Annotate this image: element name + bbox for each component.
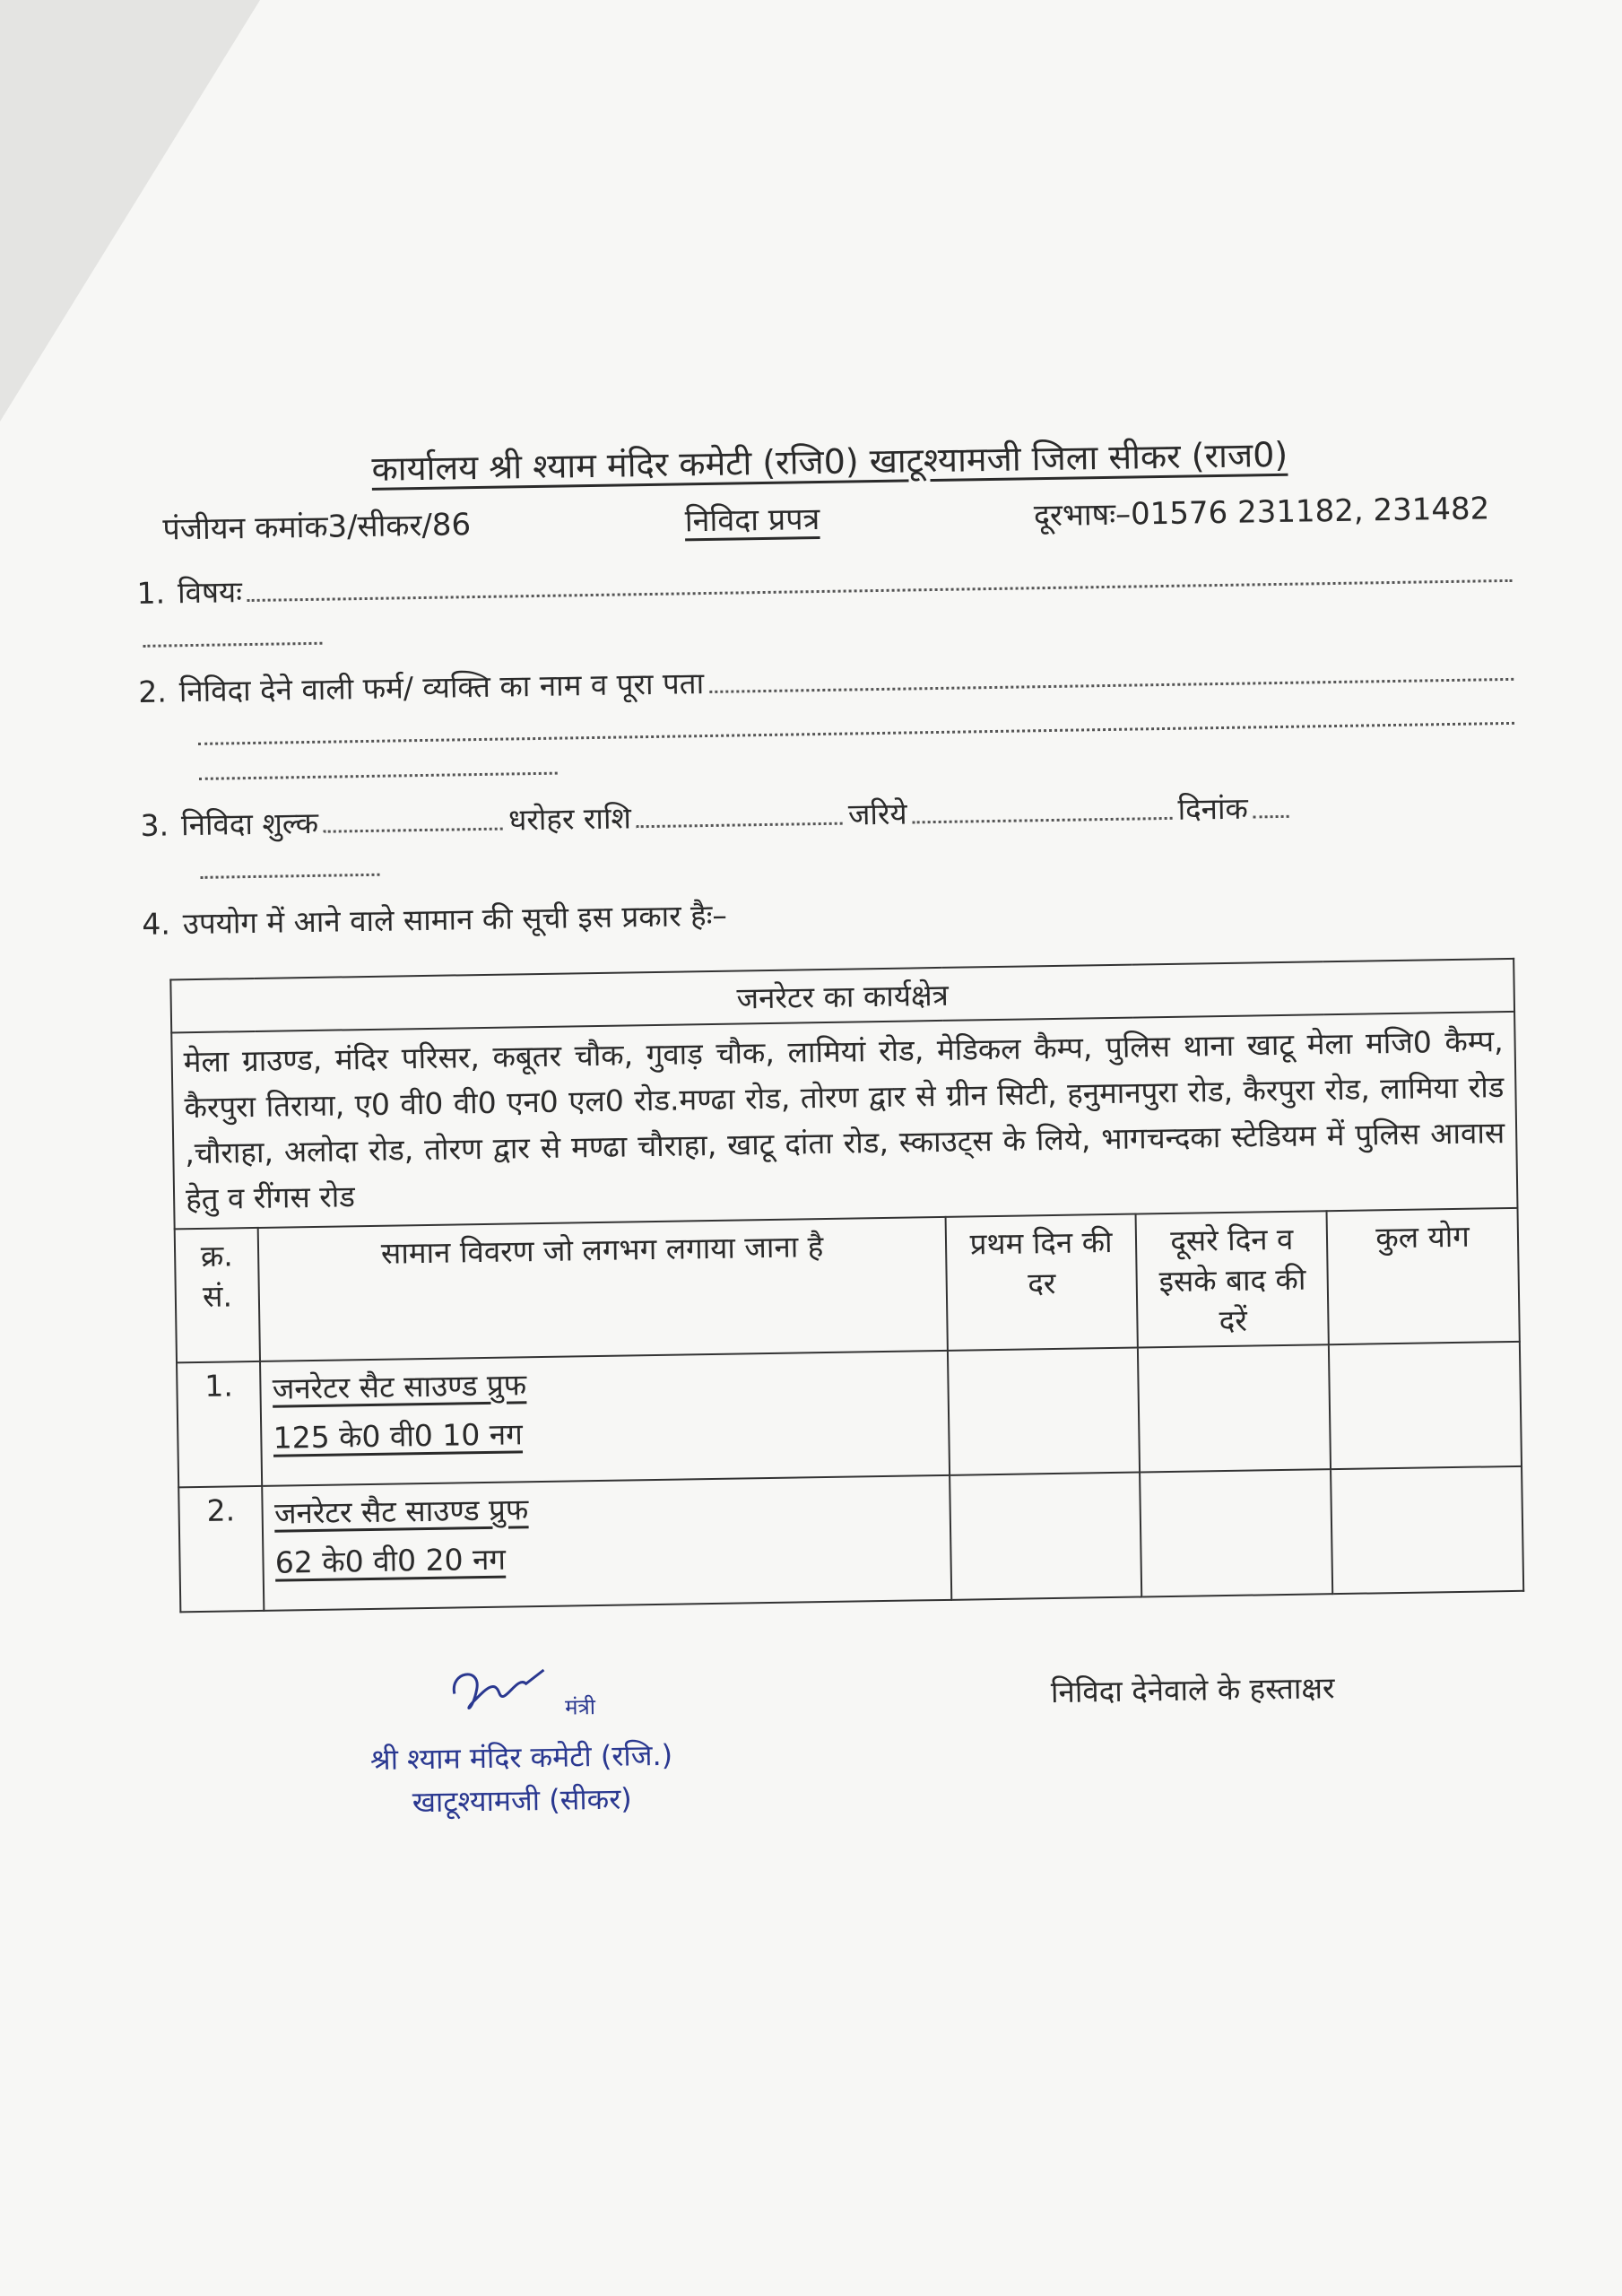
scan-shadow [0,0,260,422]
field-fees-continued [141,847,1522,880]
area-description: मेला ग्राउण्ड, मंदिर परिसर, कबूतर चौक, गुवाड़ चौक, लामियां रोड, मेडिकल कैम्प, पुलिस थाना खाटू मेला मजि0 कैम्प, कैरपुरा तिराया, ए0 वी0 वी0 एन0 एल0 रोड.मण्ढा रोड, तोरण द्वार से ग्रीन सिटी, हनुमानपुरा रोड, कैरपुरा रोड, लामिया रोड ,चौराहा, अलोदा रोड, तोरण द्वार से मण्ढा चौराहा, खाटू दांता रोड, स्काउट्स के लिये, भागचन्दका स्टेडियम में पुलिस आवास हेतु व रींगस रोड [171,1012,1517,1229]
item-name: जनरेटर सैट साउण्ड प्रुफ [272,1366,527,1406]
document-type: निविदा प्रपत्र [684,501,820,540]
fill-line[interactable] [143,633,322,648]
secretary-signature [369,1658,672,1732]
fill-line[interactable] [200,865,379,879]
via-label: जरिये [847,796,907,832]
total-cell[interactable] [1329,1341,1522,1468]
table-row [177,1341,1522,1487]
fill-line[interactable] [709,669,1514,693]
field-bidder-address [139,713,1520,746]
field-bidder-address-continued [140,748,1521,781]
column-header-serial: क्र. सं. [175,1228,261,1362]
area-heading: जनरेटर का कार्यक्षेत्र [170,959,1514,1033]
field-fees [140,783,1522,845]
office-title: कार्यालय श्री श्याम मंदिर कमेटी (रजि0) खाटूश्यामजी जिला सीकर (राज0) [371,434,1288,489]
table-row [178,1465,1523,1612]
row-description [260,1350,949,1485]
fill-line[interactable] [198,713,1514,745]
field-number: 2. [137,674,168,709]
stamp-role: मंत्री [564,1693,596,1720]
field-label: उपयोग में आने वाले सामान की सूची इस प्रकार हैः– [182,897,728,942]
first-day-rate-cell[interactable] [950,1472,1142,1599]
subheader [135,486,1517,549]
field-subject [136,551,1518,613]
tender-form [134,427,1539,1936]
via-fill-line[interactable] [913,808,1173,824]
fee-label: निविदा शुल्क [180,804,319,843]
column-header-total: कुल योग [1327,1207,1520,1344]
bidder-signature[interactable]: निविदा देनेवाले के हस्ताक्षर [1050,1669,1335,1709]
field-label: निविदा देने वाली फर्म/ व्यक्ति का नाम व पूरा पता [178,665,705,709]
generator-table [169,958,1524,1613]
row-serial: 1. [177,1361,263,1486]
table-header-row [175,1207,1520,1362]
fill-line[interactable] [199,763,558,780]
field-number: 4. [142,906,171,942]
field-number: 1. [136,575,166,611]
item-spec: 62 के0 वी0 20 नग [274,1541,507,1580]
field-item-list [142,882,1523,944]
field-subject-continued [137,614,1518,648]
item-spec: 125 के0 वी0 10 नग [273,1415,524,1456]
fee-fill-line[interactable] [324,819,503,833]
row-serial: 2. [178,1485,265,1611]
committee-stamp [369,1658,673,1823]
subsequent-rate-cell[interactable] [1141,1469,1333,1596]
signature-scribble-icon [446,1660,554,1716]
registration-number: पंजीयन कमांक3/सीकर/86 [162,507,472,548]
field-bidder-name [138,649,1520,711]
field-label: विषयः [177,574,243,611]
item-name: जनरेटर सैट साउण्ड प्रुफ [273,1491,529,1531]
row-description [263,1474,951,1610]
deposit-label: धरोहर राशि [507,800,632,838]
column-header-subsequent-rate: दूसरे दिन व इसके बाद की दरें [1136,1211,1329,1347]
field-number: 3. [140,807,169,843]
date-fill-line[interactable] [1253,806,1289,819]
deposit-fill-line[interactable] [637,813,843,829]
phone-numbers: दूरभाषः–01576 231182, 231482 [1033,491,1490,535]
column-header-first-day-rate: प्रथम दिन की दर [945,1213,1138,1350]
column-header-description: सामान विवरण जो लगभग लगाया जाना है [258,1216,948,1361]
subsequent-rate-cell[interactable] [1138,1344,1331,1472]
total-cell[interactable] [1331,1465,1523,1593]
date-label: दिनांक [1177,790,1249,827]
stamp-committee-place: खाटूश्यामजी (सीकर) [412,1781,633,1819]
first-day-rate-cell[interactable] [948,1347,1141,1474]
fill-line[interactable] [247,570,1513,602]
signature-area [153,1627,1539,1935]
stamp-committee-name: श्री श्याम मंदिर कमेटी (रजि.) [369,1737,673,1777]
